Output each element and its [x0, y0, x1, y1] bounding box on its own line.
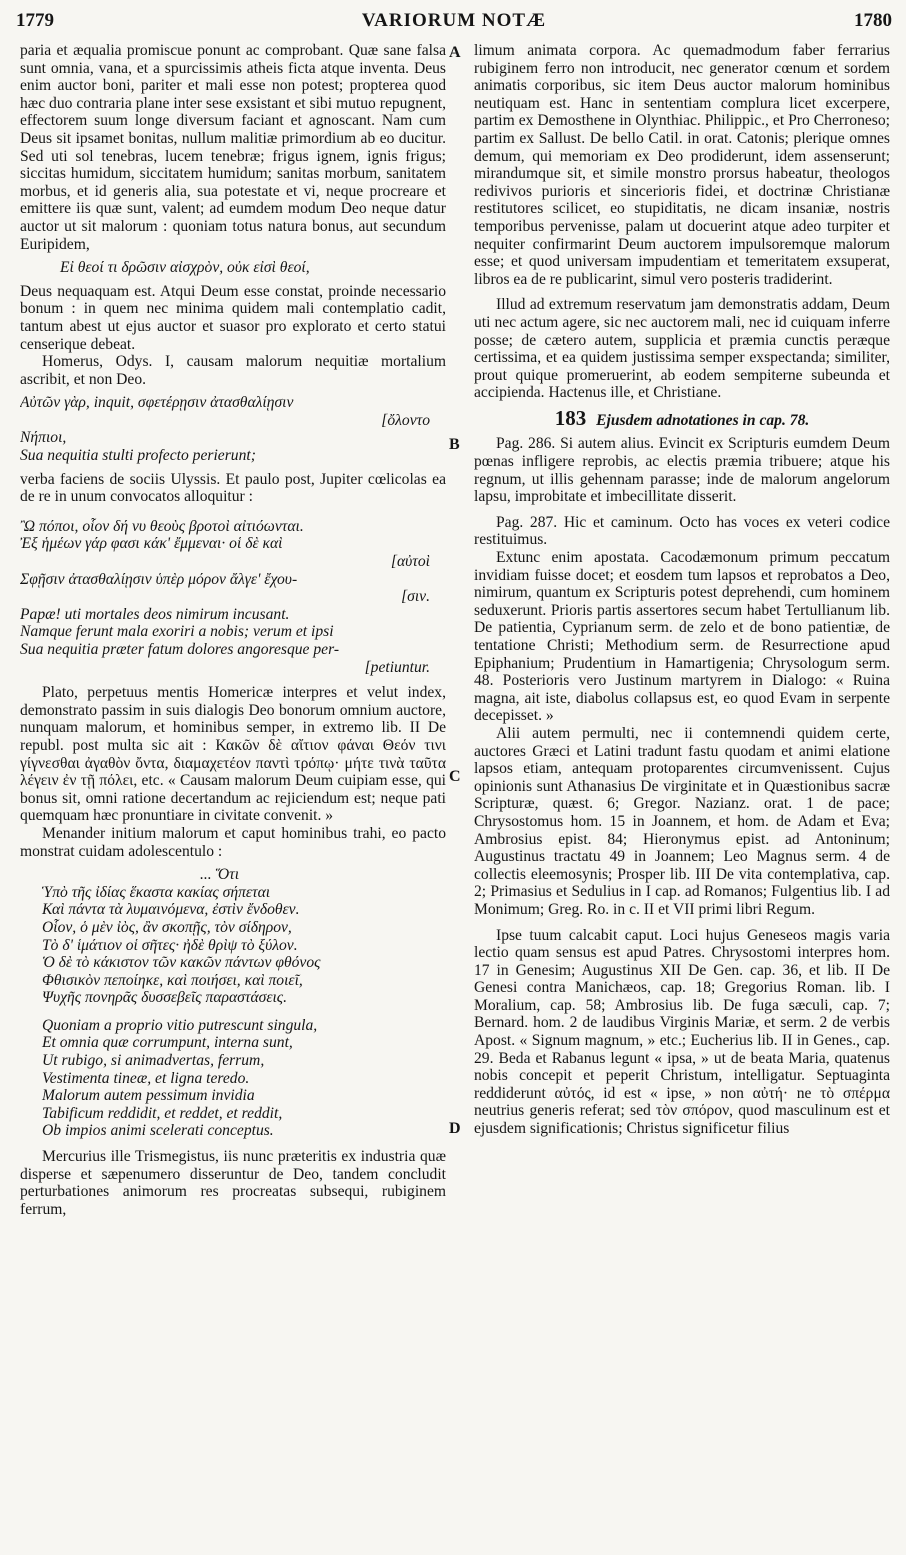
homer-verses	[20, 518, 446, 676]
paragraph: Mercurius ille Trismegistus, iis nunc præteritis ex industria quæ disperse et sæpenumero disseruntur de Deo, tandem concludit perturbationes animorum res procreatas subsequi, rubiginem ferrum,	[20, 1148, 446, 1218]
greek-quotation: Εἰ θεοί τι δρῶσιν αἰσχρὸν, οὐκ εἰσὶ θεοί,	[60, 259, 310, 277]
section-number: 183	[554, 405, 587, 430]
verse-line: Οἷον, ὁ μὲν ἰὸς, ἂν σκοπῇς, τὸν σίδηρον,	[42, 918, 292, 936]
verse-translation: Sua nequitia stulti profecto perierunt;	[20, 447, 256, 465]
verse-translation: Tabificum reddidit, et reddet, et reddit,	[42, 1104, 283, 1122]
paragraph: limum animata corpora. Ac quemadmodum faber ferrarius rubiginem ferro non introducit, nec generator cœnum et sordem animatis corporibus, sic item Deus auctor malorum hominibus neutiquam est. Hanc in sententiam complura licet excerpere, partim ex Demosthene in Olynthiac. Philippic., et Pro Cherroneso; partim ex Sallust. De bello Catil. in orat. Catonis; plerique omnes demum, qui memoriam ex Deo prodiderunt, idem assenserunt; mirandumque sit, et simile monstro prorsus habeatur, theologos redivivos purioris et sincerioris fidei, et doctrinæ Christianæ restitutores scilicet, eo stupiditatis, ne dicam insaniæ, nostris temporibus pervenisse, palam ut docuerint atque adeo turpiter et nequiter confirmarint Deum auctorem impulsoremque malorum esse; et quod universam impudentiam et temeritatem exsuperat, libros ea de re publicarint, simul vero posteris tradiderint.	[474, 42, 890, 288]
verse-line: Ψυχῆς πονηρᾶς δυσσεβεῖς παραστάσεις.	[42, 989, 288, 1007]
page-number-right: 1780	[854, 10, 892, 31]
verse-line: Ὁ δὲ τὸ κάκιστον τῶν κακῶν πάντων φθόνος	[42, 954, 321, 972]
verse-translation: Vestimenta tineæ, et ligna teredo.	[42, 1069, 250, 1087]
verse-line: Νήπιοι,	[20, 429, 67, 447]
right-column	[474, 42, 890, 1547]
homer-quotation	[20, 394, 446, 464]
paragraph: Pag. 287. Hic et caminum. Octo has voces ex veteri codice restituimus.	[474, 513, 890, 549]
verse-translation: Quoniam a proprio vitio putrescunt singula,	[42, 1016, 318, 1034]
margin-marker-b: B	[449, 436, 460, 453]
verse-line: Καὶ πάντα τὰ λυμαινόμενα, ἐστὶν ἔνδοθεν.	[42, 901, 300, 919]
paragraph: Homerus, Odys. I, causam malorum nequitiæ mortalium ascribit, et non Deo.	[20, 353, 446, 388]
left-column	[20, 42, 446, 1547]
menander-translation	[20, 1017, 446, 1140]
paragraph: Menander initium malorum et caput hominibus trahi, eo pacto monstrat cuidam adolescentulo :	[20, 824, 446, 860]
paragraph: Pag. 286. Si autem alius. Evincit ex Scripturis eumdem Deum pœnas infligere reprobis, ac electis præmia tribuere; atque his regnum, ut illis gehennam parasse; inde de malorum angelorum lapsu, improbitate et imbecillitate disserit.	[474, 435, 890, 506]
running-title: VARIORUM NOTÆ	[361, 10, 547, 31]
paragraph: Illud ad extremum reservatum jam demonstratis addam, Deum uti nec actum agere, sic nec auctorem mali, nec id cuiquam inferre posse; de cætero autem, supplicia et præmia cunctis peræque certissima, et ea quidem justissima semper exspectanda; similiter, prout quique promeruerint, ab eodem sempiterne subeunda et accipienda. Hactenus ille, et Christiane.	[474, 296, 890, 402]
verse-translation: Sua nequitia præter fatum dolores angoresque per-	[20, 641, 340, 658]
verse-translation: Malorum autem pessimum invidia	[42, 1087, 255, 1105]
margin-marker-d: D	[449, 1120, 461, 1137]
verse-translation: Ob impios animi scelerati conceptus.	[42, 1122, 274, 1140]
paragraph: verba faciens de sociis Ulyssis. Et paulo post, Jupiter cœlicolas ea de re in unum convocatos alloquitur :	[20, 470, 446, 506]
verse-translation: Namque ferunt mala exoriri a nobis; verum et ipsi	[20, 623, 334, 641]
verse-translation: Et omnia quæ corrumpunt, interna sunt,	[42, 1034, 293, 1052]
verse-continuation: [σιν.	[401, 588, 430, 606]
section-heading	[474, 405, 890, 430]
paragraph: Deus nequaquam est. Atqui Deum esse constat, proinde necessario bonum : in quem nec minima quidem mali contemplatio cadit, tantum abest ut ejus auctor et suasor pro explorato et certo statui censerique debeat.	[20, 282, 446, 353]
verse-line: Ἐξ ἡμέων γάρ φασι κάκ' ἔμμεναι· οἱ δὲ καὶ	[20, 535, 283, 553]
margin-marker-a: A	[449, 44, 461, 61]
verse-continuation: [petiuntur.	[364, 658, 430, 676]
menander-verses	[20, 866, 446, 1007]
section-title: Ejusdem adnotationes in cap. 78.	[596, 411, 810, 429]
margin-marker-c: C	[449, 768, 461, 785]
verse-line: Αὐτῶν γὰρ, inquit, σφετέρῃσιν ἀτασθαλίῃσιν	[20, 394, 294, 412]
verse-line: Ὑπὸ τῆς ἰδίας ἕκαστα κακίας σήπεται	[42, 883, 271, 901]
verse-translation: Papæ! uti mortales deos nimirum incusant.	[20, 605, 290, 623]
verse-continuation: [ὄλοντο	[381, 411, 430, 429]
verse-line: Τὸ δ' ἱμάτιον οἱ σῆτες· ἠδὲ θρὶψ τὸ ξύλον.	[42, 936, 298, 954]
running-header	[16, 10, 892, 36]
page-number-left: 1779	[16, 10, 54, 31]
verse-line: Φθισικὸν πεποίηκε, καὶ ποιήσει, καὶ ποιεῖ,	[42, 971, 303, 989]
paragraph: Plato, perpetuus mentis Homericæ interpres et velut index, demonstrato passim in suis dialogis Deo bonorum omnium auctore, nunquam malorum, et hominibus semper, in extremo lib. II De republ. post multa sic ait : Κακῶν δὲ αἴτιον φάναι Θεόν τινι γίγνεσθαι ἀγαθὸν ὄντα, διαμαχετέον παντὶ τρόπῳ· μήτε τινὰ ταῦτα λέγειν ἐν τῇ πόλει, etc. « Causam malorum Deum cuipiam esse, qui bonus sit, omni ratione decertandum ac rejiciendum est; neque pati quemquam hæc pronuntiare in civitate convenit. »	[20, 684, 446, 825]
verse-line: ... Ὅτι	[200, 866, 240, 884]
verse-line: Σφῇσιν ἀτασθαλίῃσιν ὑπὲρ μόρον ἄλγε' ἔχου-	[20, 570, 298, 588]
paragraph: Alii autem permulti, nec ii contemnendi quidem certe, auctores Græci et Latini tradunt fastu quodam et animi elatione lapsos etiam, antequam protoparentes circumvenissent. Cujus opinionis sunt Athanasius De virginitate et in Quæstionibus sacræ Scripturæ, quæst. 6; Gregor. Nazianz. orat. 1 de pace; Chrysostomus hom. 15 in Joannem, et hom. de Adam et Eva; Ambrosius epist. 84; Hieronymus epist. ad Antoninum; Augustinus tractatu 49 in Joannem; Leo Magnus serm. 4 de collectis eleemosynis; Prosper lib. III De vita contemplativa, cap. 2; Primasius et Sedulius in I cap. ad Romanos; Fulgentius lib. I ad Monimum; Greg. Ro. in c. II et VII primi libri Regum.	[474, 724, 890, 918]
paragraph: Extunc enim apostata. Cacodæmonum primum peccatum invidiam fuisse docet; et eosdem tum lapsos et reprobatos a Deo, nimirum, quantum ex Scripturis potest deprehendi, cum hominem seduxerunt. Prioris partis assertores secum habet Tertullianum lib. De patientia, Cyprianum serm. de zelo et de bono patientiæ, de tentatione Christi; Methodium serm. de Resurrectione apud Epiphanium; Prudentium in Hamartigenia; Chrysologum serm. 48. Posterioris vero Justinum martyrem in Dialogo: « Ruina magna, ait iste, diabolus collapsus est, eo quod Evam in serpente decepisset. »	[474, 549, 890, 725]
verse-line: Ὢ πόποι, οἷον δή νυ θεοὺς βροτοὶ αἰτιόωνται.	[20, 517, 304, 535]
verse-continuation: [αὐτοὶ	[390, 553, 430, 571]
paragraph: Ipse tuum calcabit caput. Loci hujus Geneseos magis varia lectio quam sensus est apud Patres. Chrysostomi interpres hom. 17 in Genesim; Augustinus XII De Gen. cap. 36, et lib. II De Genesi contra Manichæos, cap. 18; Gregorius Roman. lib. I Moralium, cap. 58; Ambrosius lib. De fuga sæculi, cap. 7; Bernard. hom. 2 de laudibus Virginis Mariæ, et serm. 2 de verbis Apost. « Signum magnum, » etc.; Eucherius lib. II in Genes., cap. 29. Beda et Rabanus legunt « ipsa, » ut de beata Maria, quatenus nobis concepit et peperit Christum, intelligatur. Septuaginta reddiderunt αὐτός, id est « ipse, » non αὐτή· ne τὸ σπέρμα neutrius generis referat; sed τὸν σπόρον, quod masculinum est et ejusdem significationis; Christus significetur filius	[474, 926, 890, 1138]
verse-translation: Ut rubigo, si animadvertas, ferrum,	[42, 1052, 265, 1070]
paragraph: paria et æqualia promiscue ponunt ac comprobant. Quæ sane falsa sunt omnia, vana, et a spurcissimis atheis ficta atque inventa. Deus enim auctor boni, pariter et mali esse non potest; propterea quod hæc duo contraria plane inter sese exsistant et sibi mutuo repugnent, effectorem suum longe diversum faciant et agnoscant. Nam cum Deus sit ipsamet bonitas, nullum malitiæ primordium ab eo ducitur. Sed uti sol tenebras, lucem tenebræ; frigus ignem, ignis frigus; siccitas humidum, siccitatem humidum; sanitas morbum, sanitatem morbus, et id generis alia, sua potestate et vi, neque procreare et emittere iis quæ sunt, valent; ad eumdem modum Deo neque datur auctor ut sit malorum : quoniam totus natura bonus, aut secundum Euripidem,	[20, 42, 446, 253]
